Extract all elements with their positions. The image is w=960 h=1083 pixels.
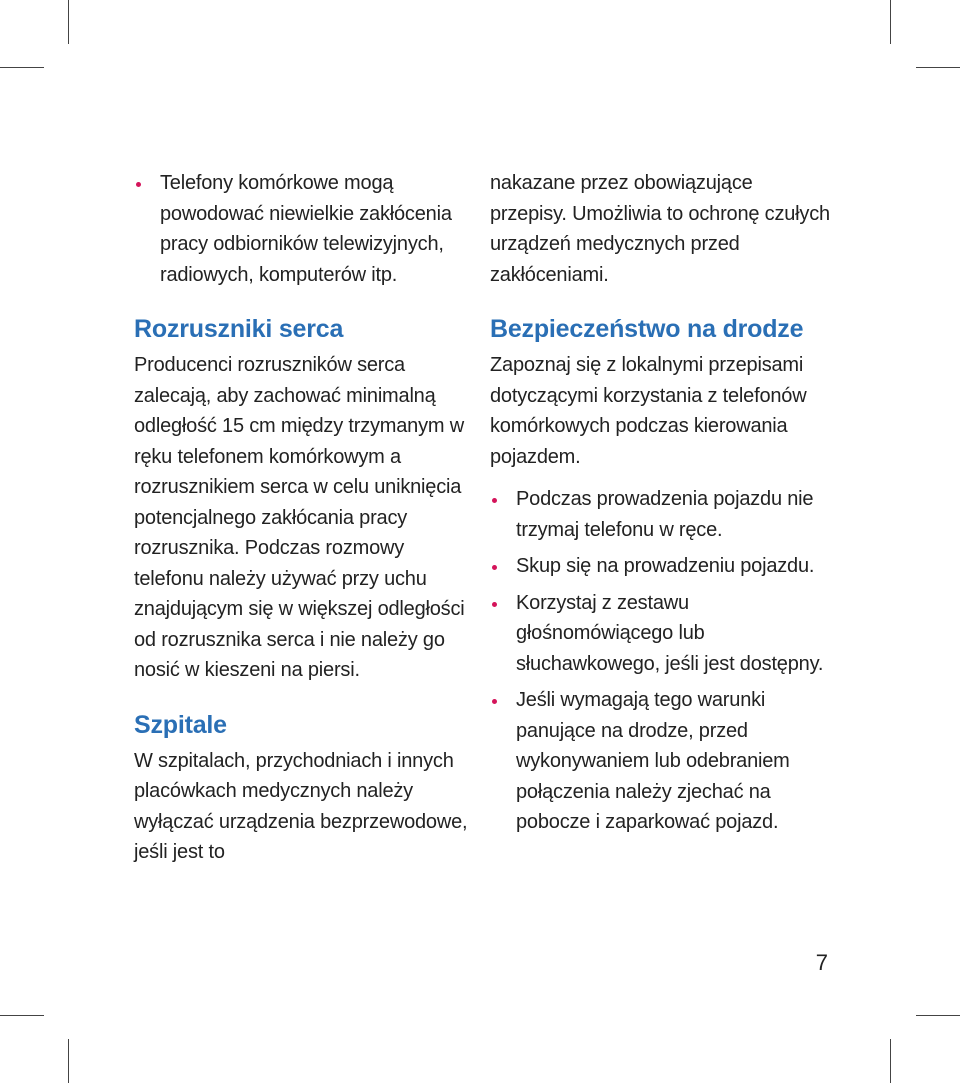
- crop-mark: [890, 1039, 891, 1083]
- list-item: Telefony komórkowe mogą powodować niewielkie zakłócenia pracy odbiorników telewizyjnych, radiowych, komputerów itp.: [134, 168, 474, 290]
- hospitals-paragraph-continued: nakazane przez obowiązujące przepisy. Umożliwia to ochronę czułych urządzeń medycznych przed zakłóceniami.: [490, 172, 830, 286]
- road-safety-paragraph: Zapoznaj się z lokalnymi przepisami dotyczącymi korzystania z telefonów komórkowych podczas kierowania pojazdem.: [490, 354, 807, 468]
- crop-mark: [890, 0, 891, 44]
- crop-mark: [0, 1015, 44, 1016]
- crop-mark: [0, 67, 44, 68]
- list-item: Podczas prowadzenia pojazdu nie trzymaj telefonu w ręce.: [490, 484, 830, 545]
- intro-bullet-list: [134, 168, 474, 290]
- list-item: Korzystaj z zestawu głośnomówiącego lub słuchawkowego, jeśli jest dostępny.: [490, 588, 830, 680]
- crop-mark: [916, 67, 960, 68]
- section-heading-pacemakers: Rozruszniki serca: [134, 315, 344, 343]
- left-column: [134, 168, 474, 868]
- pacemaker-paragraph: Producenci rozruszników serca zalecają, aby zachować minimalną odległość 15 cm między trzymanym w ręku telefonem komórkowym a rozrusznikiem serca w celu uniknięcia potencjalnego zakłócania pracy rozrusznika. Podczas rozmowy telefonu należy używać przy uchu znajdującym się w większej odległości od rozrusznika serca i nie należy go nosić w kieszeni na piersi.: [134, 354, 465, 681]
- page-number: 7: [815, 950, 828, 975]
- list-item: Skup się na prowadzeniu pojazdu.: [490, 551, 830, 582]
- hospitals-paragraph: W szpitalach, przychodniach i innych placówkach medycznych należy wyłączać urządzenia bezprzewodowe, jeśli jest to: [134, 749, 468, 863]
- crop-mark: [916, 1015, 960, 1016]
- crop-mark: [68, 0, 69, 44]
- section-heading-road-safety: Bezpieczeństwo na drodze: [490, 315, 804, 343]
- right-column: [490, 168, 830, 838]
- road-safety-bullet-list: [490, 484, 830, 838]
- section-heading-hospitals: Szpitale: [134, 710, 227, 739]
- list-item: Jeśli wymagają tego warunki panujące na drodze, przed wykonywaniem lub odebraniem połączenia należy zjechać na pobocze i zaparkować pojazd.: [490, 685, 830, 838]
- crop-mark: [68, 1039, 69, 1083]
